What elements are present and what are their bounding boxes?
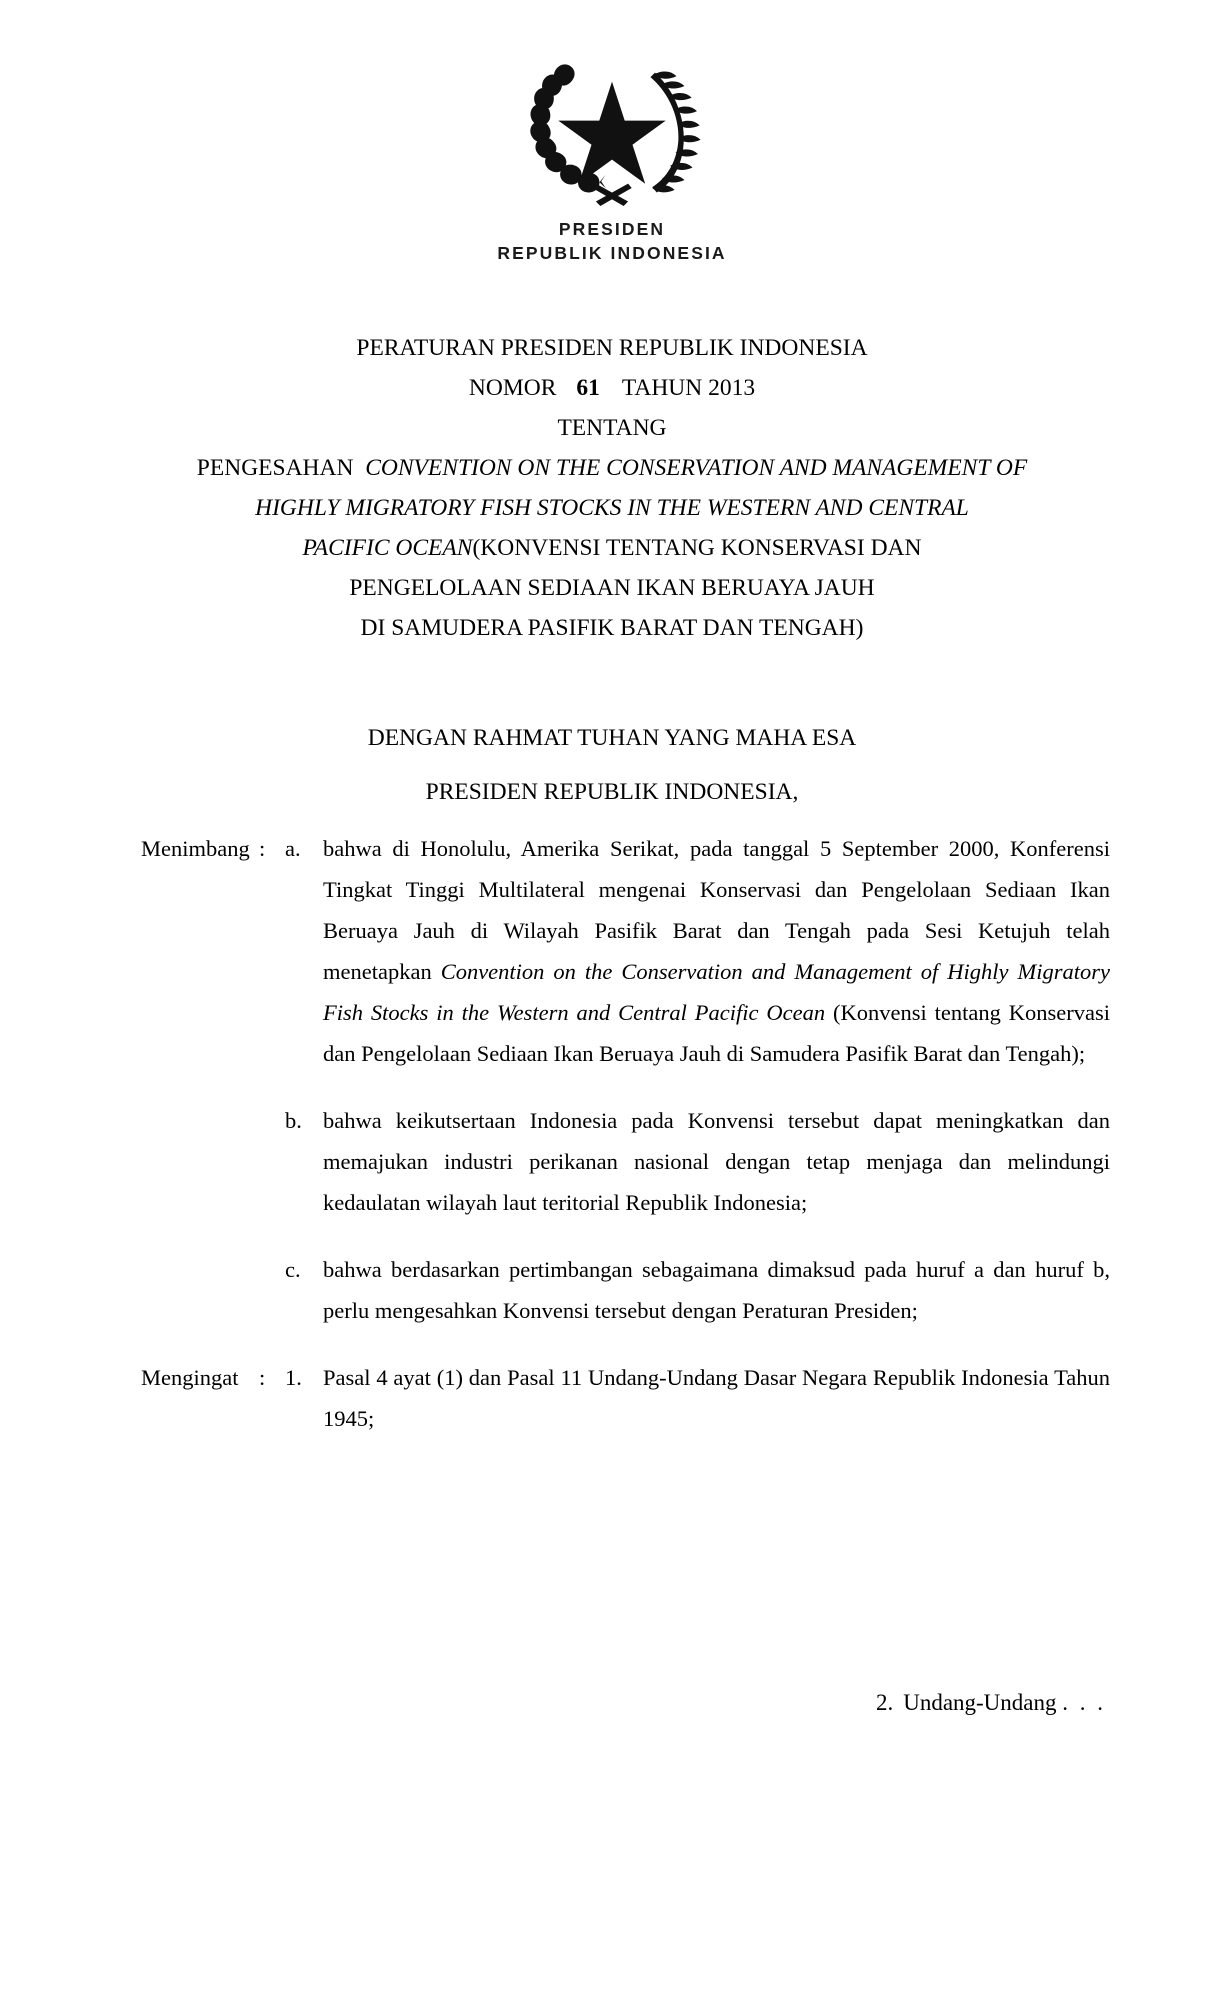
title-regulation-type: PERATURAN PRESIDEN REPUBLIK INDONESIA xyxy=(356,335,868,361)
menimbang-text-a-part1: bahwa di Honolulu, Amerika Serikat, pada tanggal 5 September 2000, Konferensi Tingkat Tinggi Multilateral mengenai Konservasi dan Pengelolaan Sediaan Ikan Beruaya Jauh di Wilayah Pasifik Barat dan Tengah pada Sesi Ketujuh telah menetapkan xyxy=(323,836,1110,984)
title-convention-line2 xyxy=(112,488,1112,528)
mengingat-colon: : xyxy=(259,1365,266,1390)
title-tentang: TENTANG xyxy=(557,415,667,441)
clause-menimbang-b xyxy=(0,1100,1224,1223)
page-continuation-marker xyxy=(0,1684,1224,1722)
continuation-number: 2. xyxy=(875,1690,894,1715)
nomor-value: 61 xyxy=(576,375,600,401)
menimbang-text-a-italic: Convention on the Conservation and Management of Highly Migratory Fish Stocks in the Western and Central Pacific Ocean xyxy=(323,959,1110,1025)
convention-title-id-3: DI SAMUDERA PASIFIK BARAT DAN TENGAH) xyxy=(360,615,864,641)
tahun-value: 2013 xyxy=(708,375,756,401)
convention-title-en-1: CONVENTION ON THE CONSERVATION AND MANAGEMENT OF xyxy=(365,455,1028,481)
clause-menimbang-c xyxy=(0,1249,1224,1331)
convention-title-en-2: HIGHLY MIGRATORY FISH STOCKS IN THE WESTERN AND CENTRAL xyxy=(255,495,969,521)
menimbang-text-a xyxy=(323,828,1110,1074)
invocation-block xyxy=(112,722,1112,808)
invocation-line-1: DENGAN RAHMAT TUHAN YANG MAHA ESA xyxy=(367,725,857,751)
title-number-year xyxy=(112,368,1112,408)
continuation-ellipsis: . . . xyxy=(1062,1690,1106,1715)
convention-title-en-3: PACIFIC OCEAN xyxy=(302,535,473,561)
nomor-label: NOMOR xyxy=(468,375,557,401)
menimbang-text-a-part2: (Konvensi tentang Konservasi dan Pengelolaan Sediaan Ikan Beruaya Jauh di Samudera Pasifik Barat dan Tengah); xyxy=(323,1000,1110,1066)
continuation-text: Undang-Undang xyxy=(903,1690,1057,1715)
menimbang-marker-b: b. xyxy=(285,1108,302,1133)
mengingat-text-1: Pasal 4 ayat (1) dan Pasal 11 Undang-Undang Dasar Negara Republik Indonesia Tahun 1945; xyxy=(323,1365,1110,1431)
letterhead xyxy=(0,44,1224,266)
title-convention-line1 xyxy=(112,448,1112,488)
title-convention-line5 xyxy=(112,608,1112,648)
tahun-label: TAHUN xyxy=(621,375,703,401)
menimbang-text-c: bahwa berdasarkan pertimbangan sebagaimana dimaksud pada huruf a dan huruf b, perlu mengesahkan Konvensi tersebut dengan Peraturan Presiden; xyxy=(323,1257,1110,1323)
letterhead-caption-line1: PRESIDEN xyxy=(558,219,666,239)
mengingat-marker-1: 1. xyxy=(285,1365,302,1390)
title-convention-line4 xyxy=(112,568,1112,608)
invocation-line-2: PRESIDEN REPUBLIK INDONESIA, xyxy=(425,779,799,805)
menimbang-label: Menimbang xyxy=(141,836,250,861)
pengesahan-label: PENGESAHAN xyxy=(196,455,354,481)
document-title-block xyxy=(112,328,1112,648)
convention-title-id-2: PENGELOLAAN SEDIAAN IKAN BERUAYA JAUH xyxy=(349,575,875,601)
letterhead-caption-line2: REPUBLIK INDONESIA xyxy=(497,242,727,263)
convention-title-id-1: (KONVENSI TENTANG KONSERVASI DAN xyxy=(472,535,922,561)
letterhead-caption xyxy=(0,218,1224,266)
menimbang-marker-a: a. xyxy=(285,836,301,861)
menimbang-marker-c: c. xyxy=(285,1257,301,1282)
mengingat-label: Mengingat xyxy=(141,1365,239,1390)
clause-mengingat-1 xyxy=(0,1357,1224,1439)
menimbang-colon: : xyxy=(259,836,266,861)
indonesia-presidential-emblem-icon xyxy=(521,44,703,214)
title-convention-line3 xyxy=(112,528,1112,568)
clause-menimbang-a xyxy=(0,828,1224,1074)
menimbang-text-b: bahwa keikutsertaan Indonesia pada Konvensi tersebut dapat meningkatkan dan memajukan industri perikanan nasional dengan tetap menjaga dan melindungi kedaulatan wilayah laut teritorial Republik Indonesia; xyxy=(323,1108,1110,1215)
document-body xyxy=(0,828,1224,1465)
